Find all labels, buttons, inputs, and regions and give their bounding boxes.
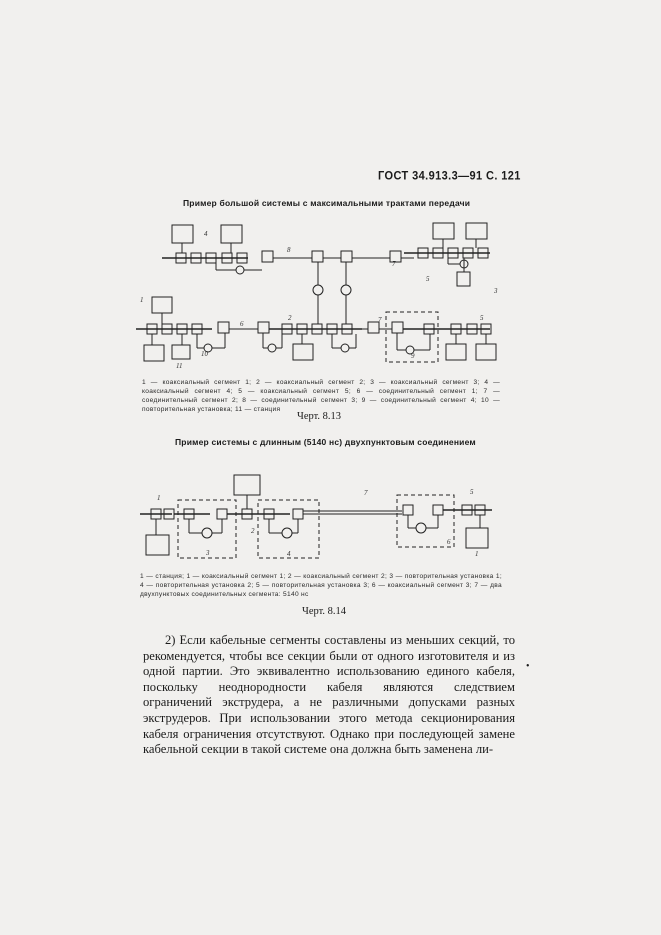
fig1-label: 4 — [204, 230, 208, 238]
fig2-label: 2 — [251, 527, 255, 535]
fig1-label: 8 — [287, 246, 291, 254]
fig1-label: 1 — [140, 296, 144, 304]
fig1-label: 9 — [411, 352, 415, 360]
station-box — [466, 528, 488, 548]
station-box — [234, 475, 260, 495]
fig2-label: 7 — [364, 489, 368, 497]
repeater-box — [433, 505, 443, 515]
margin-mark: • — [526, 661, 530, 672]
repeater-group — [397, 495, 454, 547]
fig1-label: 7 — [378, 316, 382, 324]
figure2-legend: 1 — станция; 1 — коаксиальный сегмент 1; 2 — коаксиальный сегмент 2; 3 — повторительная установка 1; 4 — повторительная установка 2; 5 — повторительная установка 3; 6 — коаксиальный сегмент 3; 7 — два двухпунктовых соединительных сегмента: 5140 нс — [140, 573, 502, 598]
fig1-label: 11 — [176, 362, 183, 370]
repeater-box — [403, 505, 413, 515]
figure1-title: Пример большой системы с максимальными трактами передачи — [183, 198, 471, 208]
page-header: ГОСТ 34.913.3—91 С. 121 — [378, 169, 521, 183]
fig2-label: 1 — [157, 494, 161, 502]
fig2-label: 6 — [447, 538, 451, 546]
repeater-circle — [202, 528, 212, 538]
fig2-label: 3 — [206, 549, 210, 557]
figure1-legend: 1 — коаксиальный сегмент 1; 2 — коаксиальный сегмент 2; 3 — коаксиальный сегмент 3; 4 — коаксиальный сегмент 4; 5 — коаксиальный сегмент 5; 6 — соединительный сегмент 1; 7 — соединительный сегмент 2; 8 — соединительный сегмент 3; 9 — соединительный сегмент 4; 10 — повторительная установка; 11 — станция — [142, 379, 500, 413]
fig2-label: 5 — [470, 488, 474, 496]
repeater-box — [293, 509, 303, 519]
fig2-label: 1 — [475, 550, 479, 558]
fig1-label: 3 — [494, 287, 498, 295]
station-box — [146, 535, 169, 555]
fig1-label: 10 — [201, 350, 208, 358]
repeater-circle — [416, 523, 426, 533]
repeater-circle — [282, 528, 292, 538]
figure2-title: Пример системы с длинным (5140 нс) двухпунктовым соединением — [175, 437, 476, 447]
figure2-caption: Черт. 8.14 — [302, 606, 347, 617]
figure1-caption: Черт. 8.13 — [297, 411, 342, 422]
repeater-box — [217, 509, 227, 519]
fig1-label: 5 — [426, 275, 430, 283]
fig2-label: 4 — [287, 550, 291, 558]
fig1-label: 7 — [392, 260, 396, 268]
fig1-label: 5 — [480, 314, 484, 322]
fig1-label: 2 — [288, 314, 292, 322]
body-paragraph: 2) Если кабельные сегменты составлены из меньших секций, то рекомендуется, чтобы все секции были от одного изготовителя и из одной партии. Это эквивалентно использованию единого кабеля, поскольку неоднородности кабеля являются следствием ограничений экструдера, а не различными допусками разных экструдеров. При использовании этого метода секционирования кабеля ограничения отсутствуют. Однако при последующей замене кабельной секции в такой системе она должна быть заменена ли- — [143, 633, 515, 757]
fig1-label: 6 — [240, 320, 244, 328]
